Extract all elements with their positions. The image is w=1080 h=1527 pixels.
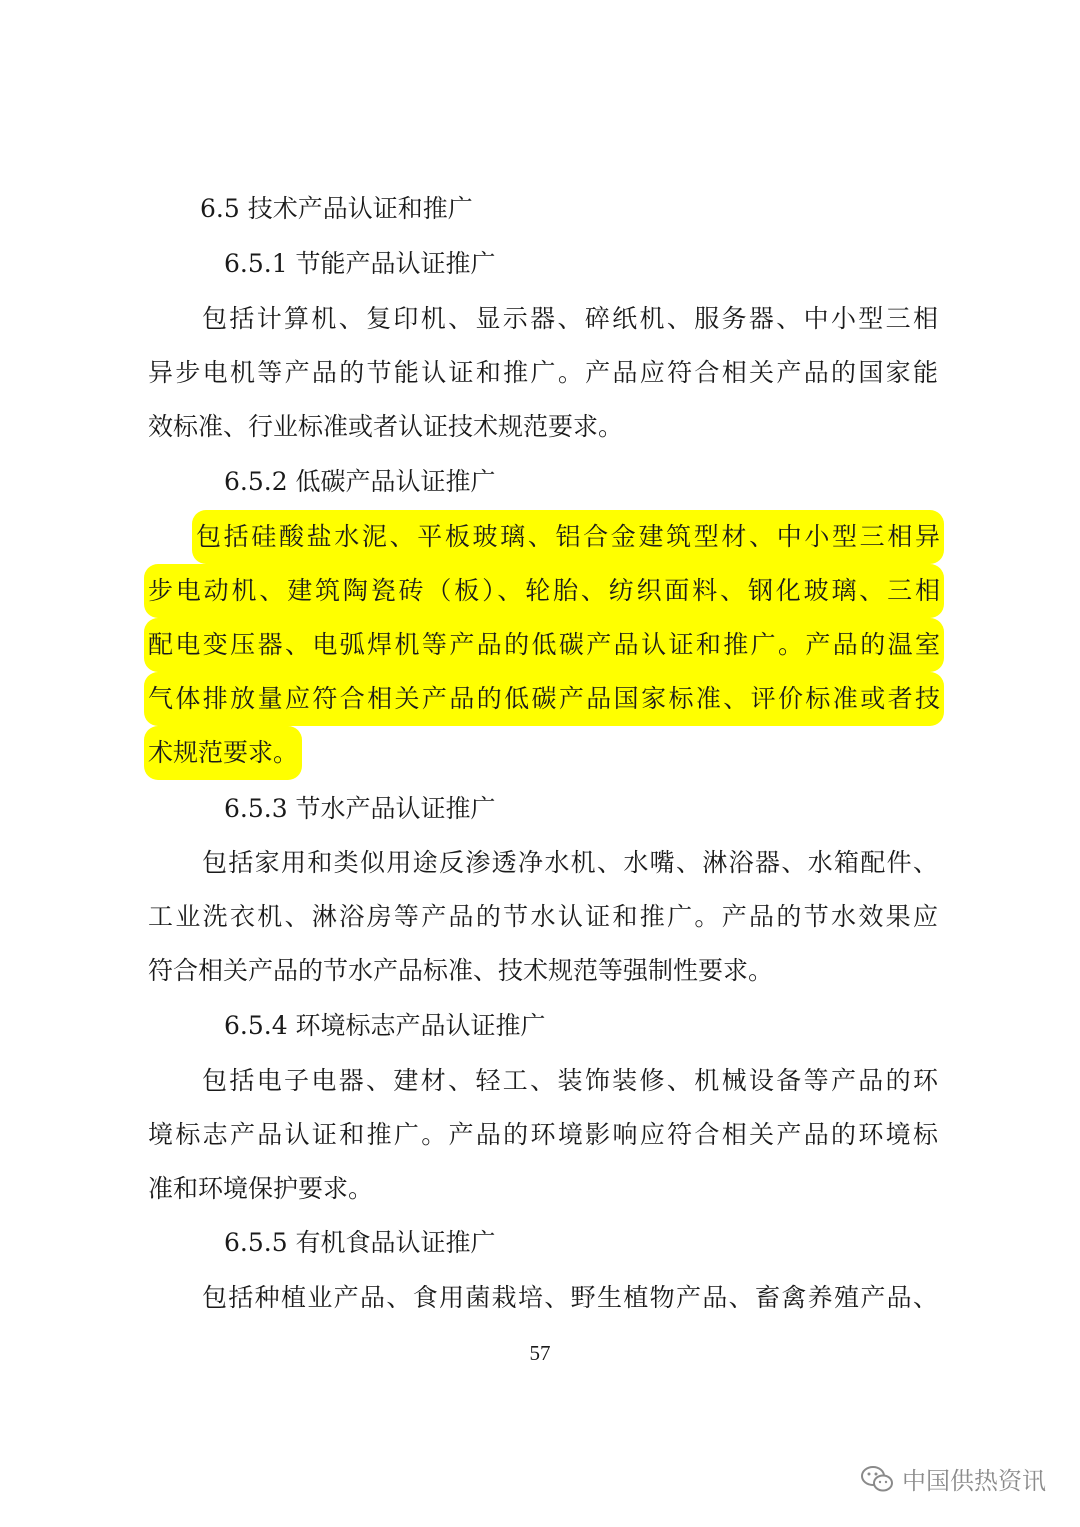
paragraph-line: 效标准、行业标准或者认证技术规范要求。 (148, 412, 624, 441)
wechat-icon (860, 1465, 894, 1493)
highlighted-line: 术规范要求。 (144, 726, 302, 780)
highlighted-line: 步电动机、建筑陶瓷砖（板）、轮胎、纺织面料、钢化玻璃、三相 (144, 564, 944, 618)
paragraph-line: 符合相关产品的节水产品标准、技术规范等强制性要求。 (148, 956, 774, 985)
paragraph-line: 异步电机等产品的节能认证和推广。产品应符合相关产品的国家能 (148, 358, 938, 387)
highlighted-line: 包括硅酸盐水泥、平板玻璃、铝合金建筑型材、中小型三相异 (192, 510, 944, 564)
page-number: 57 (529, 1341, 551, 1365)
paragraph-line: 准和环境保护要求。 (148, 1174, 374, 1203)
watermark (860, 1461, 1046, 1496)
paragraph-line: 包括种植业产品、食用菌栽培、野生植物产品、畜禽养殖产品、 (202, 1283, 938, 1312)
heading-6-5-1: 6.5.1 节能产品认证推广 (224, 249, 496, 278)
watermark-text: 中国供热资讯 (902, 1467, 1046, 1495)
heading-6-5-2: 6.5.2 低碳产品认证推广 (224, 467, 496, 496)
paragraph-line: 境标志产品认证和推广。产品的环境影响应符合相关产品的环境标 (148, 1120, 938, 1149)
heading-6-5: 6.5 技术产品认证和推广 (200, 194, 473, 223)
heading-6-5-4: 6.5.4 环境标志产品认证推广 (224, 1011, 546, 1040)
heading-6-5-3: 6.5.3 节水产品认证推广 (224, 794, 496, 823)
paragraph-line: 工业洗衣机、淋浴房等产品的节水认证和推广。产品的节水效果应 (148, 902, 938, 931)
paragraph-line: 包括计算机、复印机、显示器、碎纸机、服务器、中小型三相 (202, 304, 938, 333)
highlighted-line: 配电变压器、电弧焊机等产品的低碳产品认证和推广。产品的温室 (144, 618, 944, 672)
paragraph-line: 包括电子电器、建材、轻工、装饰装修、机械设备等产品的环 (202, 1066, 938, 1095)
highlighted-line: 气体排放量应符合相关产品的低碳产品国家标准、评价标准或者技 (144, 672, 944, 726)
paragraph-line: 包括家用和类似用途反渗透净水机、水嘴、淋浴器、水箱配件、 (202, 848, 938, 877)
heading-6-5-5: 6.5.5 有机食品认证推广 (224, 1228, 496, 1257)
